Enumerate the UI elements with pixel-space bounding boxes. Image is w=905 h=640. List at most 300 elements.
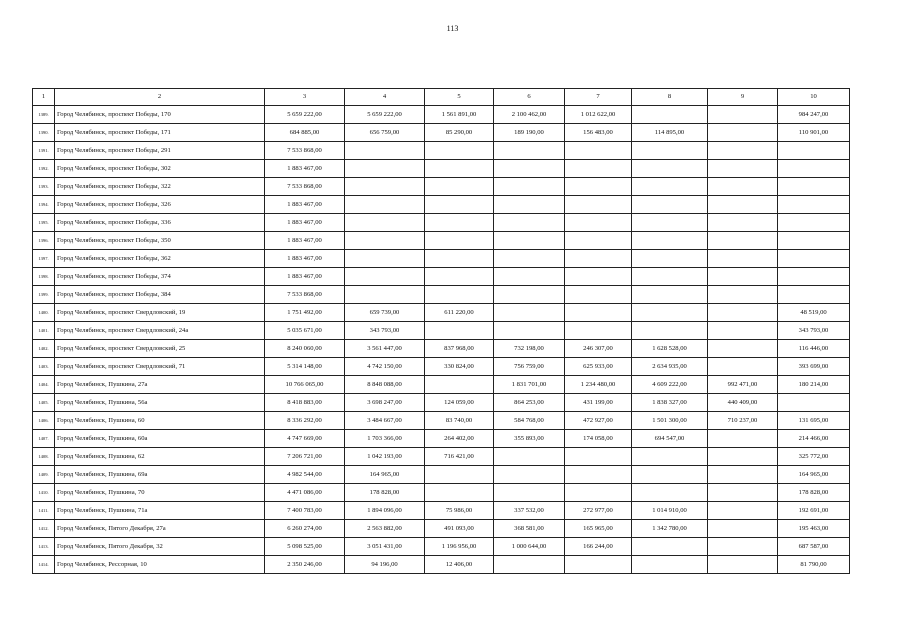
amount-cell: 1 883 467,00 [265,196,345,214]
address-cell: Город Челябинск, Пятого Декабря, 27а [55,520,265,538]
address-cell: Город Челябинск, проспект Победы, 384 [55,286,265,304]
amount-cell: 3 484 667,00 [345,412,425,430]
amount-cell: 710 237,00 [708,412,778,430]
address-cell: Город Челябинск, Пушкина, 60а [55,430,265,448]
amount-cell: 1 751 492,00 [265,304,345,322]
amount-cell [494,142,565,160]
table-row [33,376,850,394]
amount-cell [632,304,708,322]
address-cell: Город Челябинск, Пушкина, 69а [55,466,265,484]
address-cell: Город Челябинск, Пятого Декабря, 32 [55,538,265,556]
table-row [33,124,850,142]
amount-cell: 1 838 327,00 [632,394,708,412]
amount-cell [494,160,565,178]
amount-cell: 3 698 247,00 [345,394,425,412]
amount-cell [708,286,778,304]
amount-cell [708,502,778,520]
amount-cell [632,556,708,574]
amount-cell: 343 793,00 [778,322,850,340]
table-row [33,304,850,322]
table-row [33,340,850,358]
address-cell: Город Челябинск, проспект Победы, 170 [55,106,265,124]
address-cell: Город Челябинск, проспект Победы, 362 [55,250,265,268]
address-cell: Город Челябинск, Пушкина, 27а [55,376,265,394]
address-cell: Город Челябинск, проспект Победы, 302 [55,160,265,178]
amount-cell [565,286,632,304]
amount-cell: 611 220,00 [425,304,494,322]
amount-cell: 3 561 447,00 [345,340,425,358]
amount-cell [494,286,565,304]
amount-cell: 756 759,00 [494,358,565,376]
amount-cell [708,214,778,232]
table-row [33,178,850,196]
amount-cell [494,196,565,214]
amount-cell: 178 828,00 [778,484,850,502]
amount-cell [345,178,425,196]
amount-cell: 214 466,00 [778,430,850,448]
column-header: 7 [565,89,632,106]
address-cell: Город Челябинск, проспект Свердловский, 71 [55,358,265,376]
amount-cell [565,466,632,484]
address-cell: Город Челябинск, Пушкина, 60 [55,412,265,430]
address-cell: Город Челябинск, проспект Победы, 374 [55,268,265,286]
row-number-cell: 1390. [33,124,55,142]
amount-cell: 1 883 467,00 [265,232,345,250]
row-number-cell: 1402. [33,340,55,358]
amount-cell: 8 848 088,00 [345,376,425,394]
column-header: 4 [345,89,425,106]
amount-cell [565,214,632,232]
table-row [33,286,850,304]
row-number-cell: 1405. [33,394,55,412]
amount-cell [345,250,425,268]
page-number: 113 [446,24,459,33]
amount-cell: 8 418 883,00 [265,394,345,412]
column-header: 9 [708,89,778,106]
amount-cell: 4 471 086,00 [265,484,345,502]
amount-cell: 192 691,00 [778,502,850,520]
amount-cell: 1 042 193,00 [345,448,425,466]
amount-cell [778,286,850,304]
amount-cell: 195 463,00 [778,520,850,538]
row-number-cell: 1396. [33,232,55,250]
amount-cell [345,196,425,214]
amount-cell: 48 519,00 [778,304,850,322]
amount-cell: 1 561 891,00 [425,106,494,124]
amount-cell [632,286,708,304]
amount-cell: 156 483,00 [565,124,632,142]
table-row [33,502,850,520]
amount-cell: 164 965,00 [778,466,850,484]
row-number-cell: 1391. [33,142,55,160]
amount-cell: 732 198,00 [494,340,565,358]
address-cell: Город Челябинск, Рессорная, 10 [55,556,265,574]
amount-cell [778,250,850,268]
amount-cell: 440 409,00 [708,394,778,412]
amount-cell: 246 307,00 [565,340,632,358]
table-row [33,250,850,268]
table-row [33,538,850,556]
amount-cell [632,106,708,124]
amount-cell [778,268,850,286]
amount-cell [708,196,778,214]
row-number-cell: 1398. [33,268,55,286]
amount-cell: 1 883 467,00 [265,268,345,286]
amount-cell [708,106,778,124]
address-cell: Город Челябинск, проспект Победы, 336 [55,214,265,232]
amount-cell [778,178,850,196]
amount-cell: 984 247,00 [778,106,850,124]
register-table [32,88,850,574]
amount-cell [494,214,565,232]
amount-cell: 94 196,00 [345,556,425,574]
amount-cell [425,250,494,268]
column-header: 1 [33,89,55,106]
amount-cell: 272 977,00 [565,502,632,520]
amount-cell: 837 968,00 [425,340,494,358]
amount-cell [494,466,565,484]
amount-cell [345,142,425,160]
amount-cell: 166 244,00 [565,538,632,556]
amount-cell: 5 035 671,00 [265,322,345,340]
amount-cell: 1 196 956,00 [425,538,494,556]
amount-cell: 1 831 701,00 [494,376,565,394]
amount-cell: 110 901,00 [778,124,850,142]
amount-cell [425,214,494,232]
amount-cell: 5 659 222,00 [265,106,345,124]
table-row [33,430,850,448]
amount-cell [632,178,708,196]
amount-cell [778,214,850,232]
amount-cell [708,124,778,142]
address-cell: Город Челябинск, проспект Победы, 291 [55,142,265,160]
amount-cell [494,178,565,196]
table-row [33,466,850,484]
table-row [33,160,850,178]
amount-cell: 355 893,00 [494,430,565,448]
amount-cell [565,178,632,196]
amount-cell [708,232,778,250]
amount-cell [565,268,632,286]
amount-cell [565,322,632,340]
amount-cell: 393 699,00 [778,358,850,376]
amount-cell [565,142,632,160]
amount-cell: 10 766 065,00 [265,376,345,394]
amount-cell [425,196,494,214]
address-cell: Город Челябинск, проспект Победы, 171 [55,124,265,142]
table-row [33,268,850,286]
row-number-cell: 1411. [33,502,55,520]
column-header: 6 [494,89,565,106]
amount-cell: 1 000 644,00 [494,538,565,556]
amount-cell [494,322,565,340]
amount-cell [708,160,778,178]
row-number-cell: 1395. [33,214,55,232]
amount-cell: 694 547,00 [632,430,708,448]
amount-cell: 12 406,00 [425,556,494,574]
amount-cell: 5 659 222,00 [345,106,425,124]
amount-cell: 1 883 467,00 [265,160,345,178]
amount-cell: 368 581,00 [494,520,565,538]
amount-cell: 3 051 431,00 [345,538,425,556]
amount-cell: 81 790,00 [778,556,850,574]
amount-cell [708,142,778,160]
amount-cell: 5 314 148,00 [265,358,345,376]
amount-cell: 687 587,00 [778,538,850,556]
amount-cell [708,538,778,556]
amount-cell: 1 501 300,00 [632,412,708,430]
amount-cell [425,286,494,304]
amount-cell [632,232,708,250]
row-number-cell: 1397. [33,250,55,268]
table-row [33,196,850,214]
row-number-cell: 1403. [33,358,55,376]
amount-cell [425,322,494,340]
amount-cell [565,250,632,268]
table-row [33,106,850,124]
address-cell: Город Челябинск, Пушкина, 62 [55,448,265,466]
amount-cell: 2 100 462,00 [494,106,565,124]
amount-cell: 472 927,00 [565,412,632,430]
amount-cell [708,268,778,286]
table-body [33,106,850,574]
amount-cell [632,484,708,502]
amount-cell [494,268,565,286]
amount-cell: 4 609 222,00 [632,376,708,394]
amount-cell [425,232,494,250]
amount-cell [708,358,778,376]
amount-cell [345,286,425,304]
amount-cell: 337 532,00 [494,502,565,520]
amount-cell [494,484,565,502]
row-number-cell: 1401. [33,322,55,340]
amount-cell: 491 093,00 [425,520,494,538]
amount-cell: 7 533 868,00 [265,178,345,196]
amount-cell [425,268,494,286]
amount-cell [494,304,565,322]
amount-cell [708,304,778,322]
amount-cell [345,160,425,178]
amount-cell: 431 199,00 [565,394,632,412]
amount-cell [565,556,632,574]
row-number-cell: 1400. [33,304,55,322]
amount-cell: 584 768,00 [494,412,565,430]
amount-cell [425,160,494,178]
amount-cell [632,466,708,484]
row-number-cell: 1394. [33,196,55,214]
row-number-cell: 1412. [33,520,55,538]
amount-cell: 1 703 366,00 [345,430,425,448]
address-cell: Город Челябинск, проспект Свердловский, 19 [55,304,265,322]
amount-cell [708,430,778,448]
table-row [33,142,850,160]
amount-cell [708,340,778,358]
amount-cell: 7 400 783,00 [265,502,345,520]
amount-cell: 1 883 467,00 [265,214,345,232]
row-number-cell: 1404. [33,376,55,394]
amount-cell: 5 098 525,00 [265,538,345,556]
amount-cell: 4 747 669,00 [265,430,345,448]
amount-cell [425,376,494,394]
address-cell: Город Челябинск, проспект Победы, 322 [55,178,265,196]
row-number-cell: 1392. [33,160,55,178]
amount-cell: 131 695,00 [778,412,850,430]
row-number-cell: 1406. [33,412,55,430]
column-header: 2 [55,89,265,106]
row-number-cell: 1410. [33,484,55,502]
amount-cell [778,394,850,412]
address-cell: Город Челябинск, Пушкина, 71а [55,502,265,520]
amount-cell [708,322,778,340]
row-number-cell: 1414. [33,556,55,574]
amount-cell: 8 240 060,00 [265,340,345,358]
table-row [33,448,850,466]
row-number-cell: 1399. [33,286,55,304]
row-number-cell: 1389. [33,106,55,124]
table-row [33,412,850,430]
address-cell: Город Челябинск, проспект Победы, 350 [55,232,265,250]
amount-cell: 325 772,00 [778,448,850,466]
amount-cell: 114 895,00 [632,124,708,142]
amount-cell: 1 894 096,00 [345,502,425,520]
address-cell: Город Челябинск, Пушкина, 70 [55,484,265,502]
amount-cell [632,448,708,466]
amount-cell: 992 471,00 [708,376,778,394]
column-header: 5 [425,89,494,106]
amount-cell: 330 824,00 [425,358,494,376]
amount-cell: 2 563 882,00 [345,520,425,538]
amount-cell [632,538,708,556]
amount-cell [632,322,708,340]
amount-cell [565,304,632,322]
amount-cell [494,232,565,250]
amount-cell: 1 628 528,00 [632,340,708,358]
table-row [33,358,850,376]
amount-cell: 8 336 292,00 [265,412,345,430]
address-cell: Город Челябинск, Пушкина, 56а [55,394,265,412]
row-number-cell: 1407. [33,430,55,448]
amount-cell [708,556,778,574]
address-cell: Город Челябинск, проспект Свердловский, 25 [55,340,265,358]
amount-cell: 1 014 910,00 [632,502,708,520]
amount-cell: 180 214,00 [778,376,850,394]
column-header: 8 [632,89,708,106]
amount-cell [632,250,708,268]
column-header: 3 [265,89,345,106]
amount-cell: 4 742 150,00 [345,358,425,376]
amount-cell: 2 350 246,00 [265,556,345,574]
amount-cell: 6 260 274,00 [265,520,345,538]
amount-cell [494,448,565,466]
amount-cell: 264 402,00 [425,430,494,448]
amount-cell [708,484,778,502]
amount-cell: 684 885,00 [265,124,345,142]
amount-cell: 174 058,00 [565,430,632,448]
amount-cell: 1 234 480,00 [565,376,632,394]
amount-cell: 116 446,00 [778,340,850,358]
amount-cell: 75 986,00 [425,502,494,520]
amount-cell [494,556,565,574]
amount-cell [632,142,708,160]
amount-cell [708,178,778,196]
table-row [33,556,850,574]
amount-cell [425,466,494,484]
amount-cell [565,484,632,502]
amount-cell: 625 933,00 [565,358,632,376]
table-row [33,394,850,412]
table-row [33,232,850,250]
amount-cell [345,214,425,232]
amount-cell [632,196,708,214]
amount-cell [425,178,494,196]
amount-cell: 1 012 622,00 [565,106,632,124]
table-row [33,484,850,502]
table-row [33,214,850,232]
row-number-cell: 1393. [33,178,55,196]
amount-cell: 83 740,00 [425,412,494,430]
amount-cell: 85 290,00 [425,124,494,142]
amount-cell: 7 533 868,00 [265,286,345,304]
amount-cell [708,466,778,484]
amount-cell [778,142,850,160]
amount-cell: 1 883 467,00 [265,250,345,268]
amount-cell [565,196,632,214]
amount-cell [708,448,778,466]
row-number-cell: 1409. [33,466,55,484]
amount-cell [778,160,850,178]
address-cell: Город Челябинск, проспект Победы, 326 [55,196,265,214]
amount-cell [708,520,778,538]
amount-cell [708,250,778,268]
amount-cell: 659 739,00 [345,304,425,322]
amount-cell: 7 206 721,00 [265,448,345,466]
amount-cell: 178 828,00 [345,484,425,502]
amount-cell: 716 421,00 [425,448,494,466]
amount-cell [778,196,850,214]
address-cell: Город Челябинск, проспект Свердловский, 24а [55,322,265,340]
amount-cell [778,232,850,250]
table-row [33,322,850,340]
amount-cell: 4 982 544,00 [265,466,345,484]
amount-cell: 343 793,00 [345,322,425,340]
amount-cell: 2 634 935,00 [632,358,708,376]
amount-cell [632,268,708,286]
amount-cell [425,142,494,160]
amount-cell: 1 342 780,00 [632,520,708,538]
table-row [33,520,850,538]
row-number-cell: 1408. [33,448,55,466]
amount-cell: 656 759,00 [345,124,425,142]
amount-cell: 189 190,00 [494,124,565,142]
amount-cell [425,484,494,502]
column-header: 10 [778,89,850,106]
amount-cell [345,268,425,286]
amount-cell: 864 253,00 [494,394,565,412]
amount-cell [345,232,425,250]
amount-cell: 7 533 868,00 [265,142,345,160]
row-number-cell: 1413. [33,538,55,556]
amount-cell: 164 965,00 [345,466,425,484]
amount-cell: 124 059,00 [425,394,494,412]
amount-cell [565,448,632,466]
amount-cell: 165 965,00 [565,520,632,538]
amount-cell [565,232,632,250]
amount-cell [494,250,565,268]
header-row [33,89,850,106]
amount-cell [632,214,708,232]
amount-cell [565,160,632,178]
amount-cell [632,160,708,178]
